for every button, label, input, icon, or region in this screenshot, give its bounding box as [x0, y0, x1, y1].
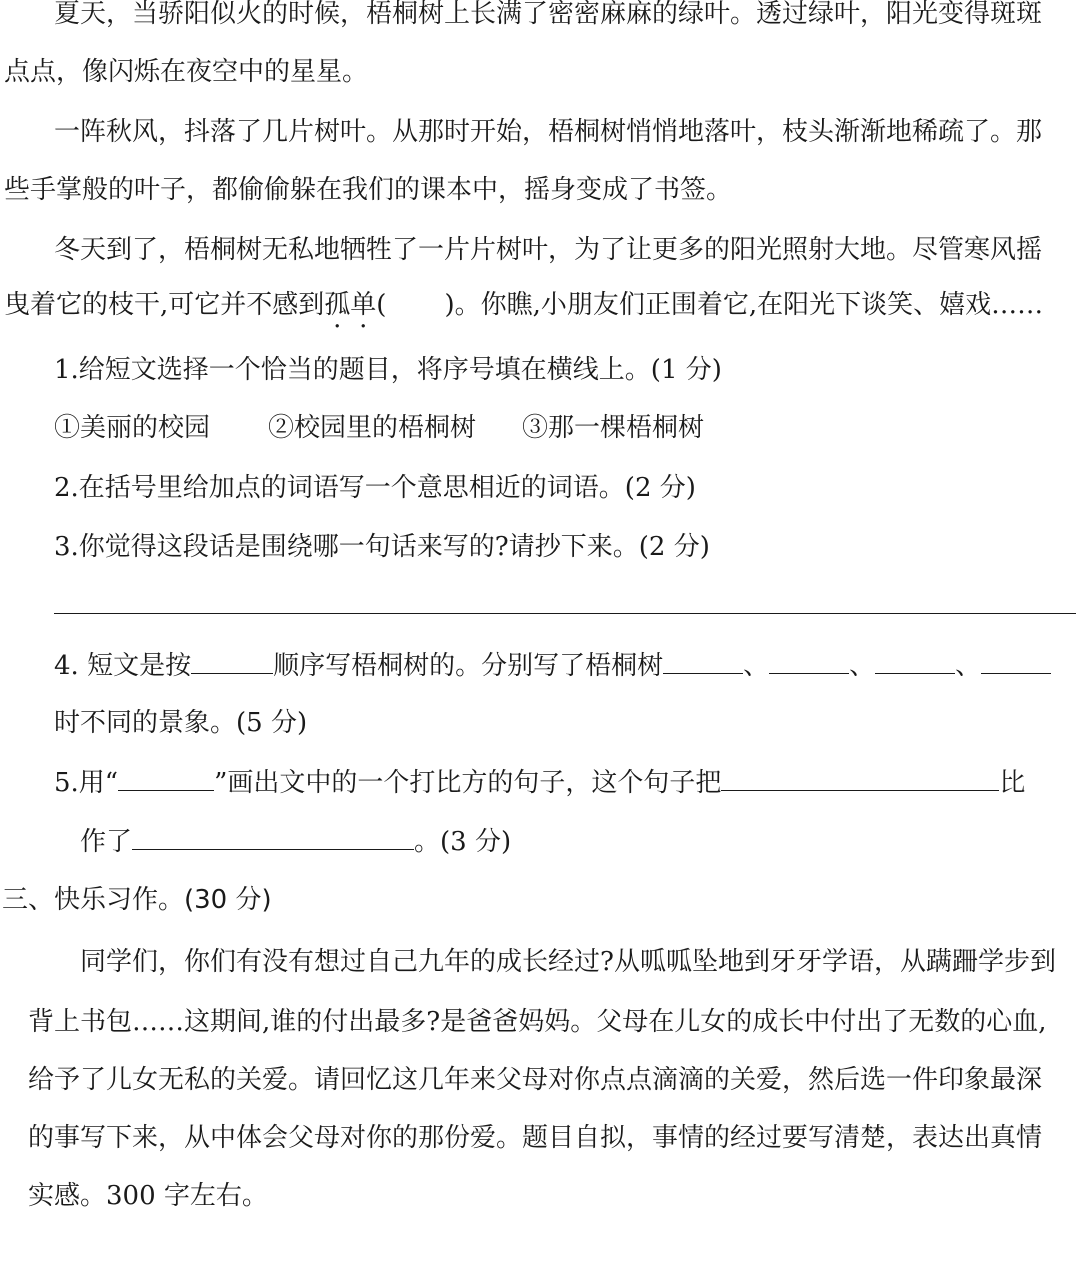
question-1-option-3: ③那一棵梧桐树 — [522, 413, 705, 443]
question-4-sep-1: 、 — [743, 651, 770, 681]
question-4-line2: 时不同的景象。(5 分) — [54, 708, 308, 738]
section-3-line5: 实感。300 字左右。 — [28, 1181, 268, 1211]
passage-p1-line2: 点点，像闪烁在夜空中的星星。 — [4, 57, 369, 87]
paren-close: ) — [444, 290, 455, 320]
passage-p2-line1: 一阵秋风，抖落了几片树叶。从那时开始，梧桐树悄悄地落叶，枝头渐渐地稀疏了。那 — [54, 117, 1043, 147]
section-3-heading: 三、快乐习作。(30 分) — [2, 885, 272, 915]
question-5-line2 — [80, 822, 511, 862]
passage-p3-line1: 冬天到了，梧桐树无私地牺牲了一片片树叶，为了让更多的阳光照射大地。尽管寒风摇 — [54, 235, 1043, 265]
question-5-text-b: ”画出文中的一个打比方的句子，这个句子把 — [214, 768, 722, 798]
passage-p2-line2: 些手掌般的叶子，都偷偷躲在我们的课本中，摇身变成了书签。 — [4, 175, 733, 205]
passage-p3-line2-text-b: 。你瞧,小朋友们正围着它,在阳光下谈笑、嬉戏…… — [454, 290, 1044, 320]
passage-p3-line2-text-a: 曳着它的枝干,可它并不感到 — [4, 290, 325, 320]
question-4-blank-3[interactable] — [875, 647, 955, 674]
section-3-line3: 给予了儿女无私的关爱。请回忆这几年来父母对你点点滴滴的关爱，然后选一件印象最深 — [28, 1065, 1043, 1095]
question-5-line2-text-b: 。(3 分) — [414, 827, 512, 857]
question-1-option-1: ①美丽的校园 — [54, 413, 211, 443]
question-4-blank-2[interactable] — [769, 647, 849, 674]
question-4-text-a: 4. 短文是按 — [54, 651, 192, 681]
dotted-char-gu: 孤 — [324, 290, 351, 320]
question-5-line2-text-a: 作了 — [80, 827, 133, 857]
question-4-line1 — [54, 646, 1051, 686]
question-5-line1 — [54, 763, 1025, 803]
passage-p1-line1: 夏天，当骄阳似火的时候，梧桐树上长满了密密麻麻的绿叶。透过绿叶，阳光变得斑斑 — [54, 0, 1043, 29]
question-5-blank-object[interactable] — [132, 823, 414, 850]
question-4-blank-4[interactable] — [981, 647, 1051, 674]
dotted-char-dan: 单 — [350, 290, 377, 320]
question-5-text-a: 5.用“ — [54, 768, 119, 798]
question-4-blank-1[interactable] — [663, 647, 743, 674]
question-4-sep-2: 、 — [849, 651, 876, 681]
passage-p3-line2 — [4, 285, 1043, 325]
question-4-blank-order[interactable] — [191, 647, 273, 674]
question-5-blank-mark[interactable] — [118, 764, 214, 791]
question-1: 1.给短文选择一个恰当的题目，将序号填在横线上。(1 分) — [54, 355, 722, 385]
question-3: 3.你觉得这段话是围绕哪一句话来写的?请抄下来。(2 分) — [54, 532, 710, 562]
paren-open: ( — [376, 290, 387, 320]
question-1-option-2: ②校园里的梧桐树 — [268, 413, 477, 443]
section-3-line2: 背上书包……这期间,谁的付出最多?是爸爸妈妈。父母在儿女的成长中付出了无数的心血, — [28, 1007, 1047, 1037]
question-5-blank-subject[interactable] — [721, 764, 999, 791]
question-3-answer-line[interactable] — [54, 613, 1076, 614]
section-3-line4: 的事写下来，从中体会父母对你的那份爱。题目自拟，事情的经过要写清楚，表达出真情 — [28, 1123, 1043, 1153]
section-3-line1: 同学们，你们有没有想过自己九年的成长经过?从呱呱坠地到牙牙学语，从蹒跚学步到 — [80, 947, 1056, 977]
question-4-text-b: 顺序写梧桐树的。分别写了梧桐树 — [273, 651, 664, 681]
question-5-text-c: 比 — [999, 768, 1026, 798]
question-2: 2.在括号里给加点的词语写一个意思相近的词语。(2 分) — [54, 473, 696, 503]
question-4-sep-3: 、 — [955, 651, 982, 681]
